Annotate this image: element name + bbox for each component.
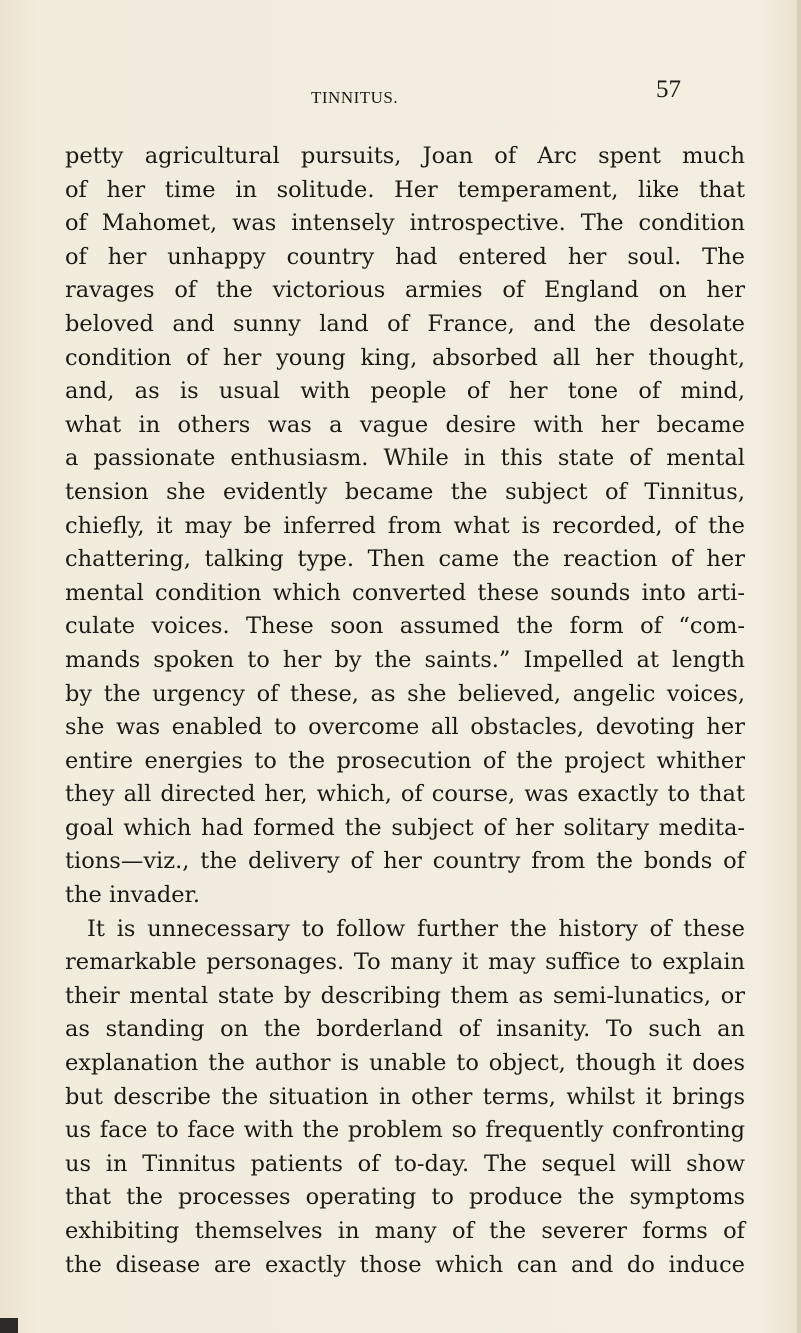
text-line: explanation the author is unable to object, though it does bbox=[65, 1050, 745, 1077]
text-line: tension she evidently became the subject of Tinnitus, bbox=[65, 478, 745, 505]
text-line: remarkable personages. To many it may suffice to explain bbox=[65, 949, 745, 976]
text-line: ravages of the victorious armies of England on her bbox=[65, 277, 745, 304]
text-line: mental condition which converted these sounds into arti- bbox=[65, 579, 745, 606]
text-line: petty agricultural pursuits, Joan of Arc spent much bbox=[65, 143, 745, 169]
text-line: of her unhappy country had entered her soul. The bbox=[65, 243, 745, 270]
text-line: culate voices. These soon assumed the form of “com- bbox=[65, 613, 745, 640]
text-line: mands spoken to her by the saints.” Impelled at length bbox=[65, 646, 745, 673]
text-line: us in Tinnitus patients of to-day. The sequel will show bbox=[65, 1150, 745, 1177]
text-line: the disease are exactly those which can and do induce bbox=[65, 1251, 745, 1278]
text-line: exhibiting themselves in many of the severer forms of bbox=[65, 1218, 745, 1244]
text-line: by the urgency of these, as she believed, angelic voices, bbox=[65, 680, 745, 707]
text-line: of Mahomet, was intensely introspective. The condition bbox=[65, 210, 745, 237]
text-line: entire energies to the prosecution of the project whither bbox=[65, 747, 745, 774]
text-line: goal which had formed the subject of her solitary medita- bbox=[65, 814, 745, 841]
text-line: as standing on the borderland of insanity. To such an bbox=[65, 1016, 745, 1043]
scan-corner-mark bbox=[0, 1318, 18, 1333]
text-line: beloved and sunny land of France, and the desolate bbox=[65, 310, 745, 337]
page-number: 57 bbox=[656, 76, 681, 103]
text-line: but describe the situation in other terms, whilst it brings bbox=[65, 1083, 745, 1110]
text-line: tions—viz., the delivery of her country from the bonds of bbox=[65, 848, 745, 875]
text-line: a passionate enthusiasm. While in this state of mental bbox=[65, 445, 745, 472]
body-text bbox=[65, 140, 745, 1282]
text-line: their mental state by describing them as semi-lunatics, or bbox=[65, 982, 745, 1009]
text-line: us face to face with the problem so frequently confronting bbox=[65, 1117, 745, 1144]
text-line: chattering, talking type. Then came the reaction of her bbox=[65, 546, 745, 573]
text-line: of her time in solitude. Her temperament, like that bbox=[65, 176, 745, 203]
text-line: and, as is usual with people of her tone of mind, bbox=[65, 378, 745, 405]
text-line: they all directed her, which, of course, was exactly to that bbox=[65, 781, 745, 808]
running-title: TINNITUS. bbox=[311, 88, 399, 107]
text-line: that the processes operating to produce the symptoms bbox=[65, 1184, 745, 1211]
text-line: what in others was a vague desire with her became bbox=[65, 411, 745, 438]
paragraph-start-line: It is unnecessary to follow further the history of these bbox=[87, 915, 745, 942]
text-line: condition of her young king, absorbed all her thought, bbox=[65, 344, 745, 371]
paragraph-end-line: the invader. bbox=[65, 882, 200, 909]
page-edge bbox=[797, 0, 801, 1333]
text-line: she was enabled to overcome all obstacles, devoting her bbox=[65, 714, 745, 741]
text-line: chiefly, it may be inferred from what is recorded, of the bbox=[65, 512, 745, 539]
